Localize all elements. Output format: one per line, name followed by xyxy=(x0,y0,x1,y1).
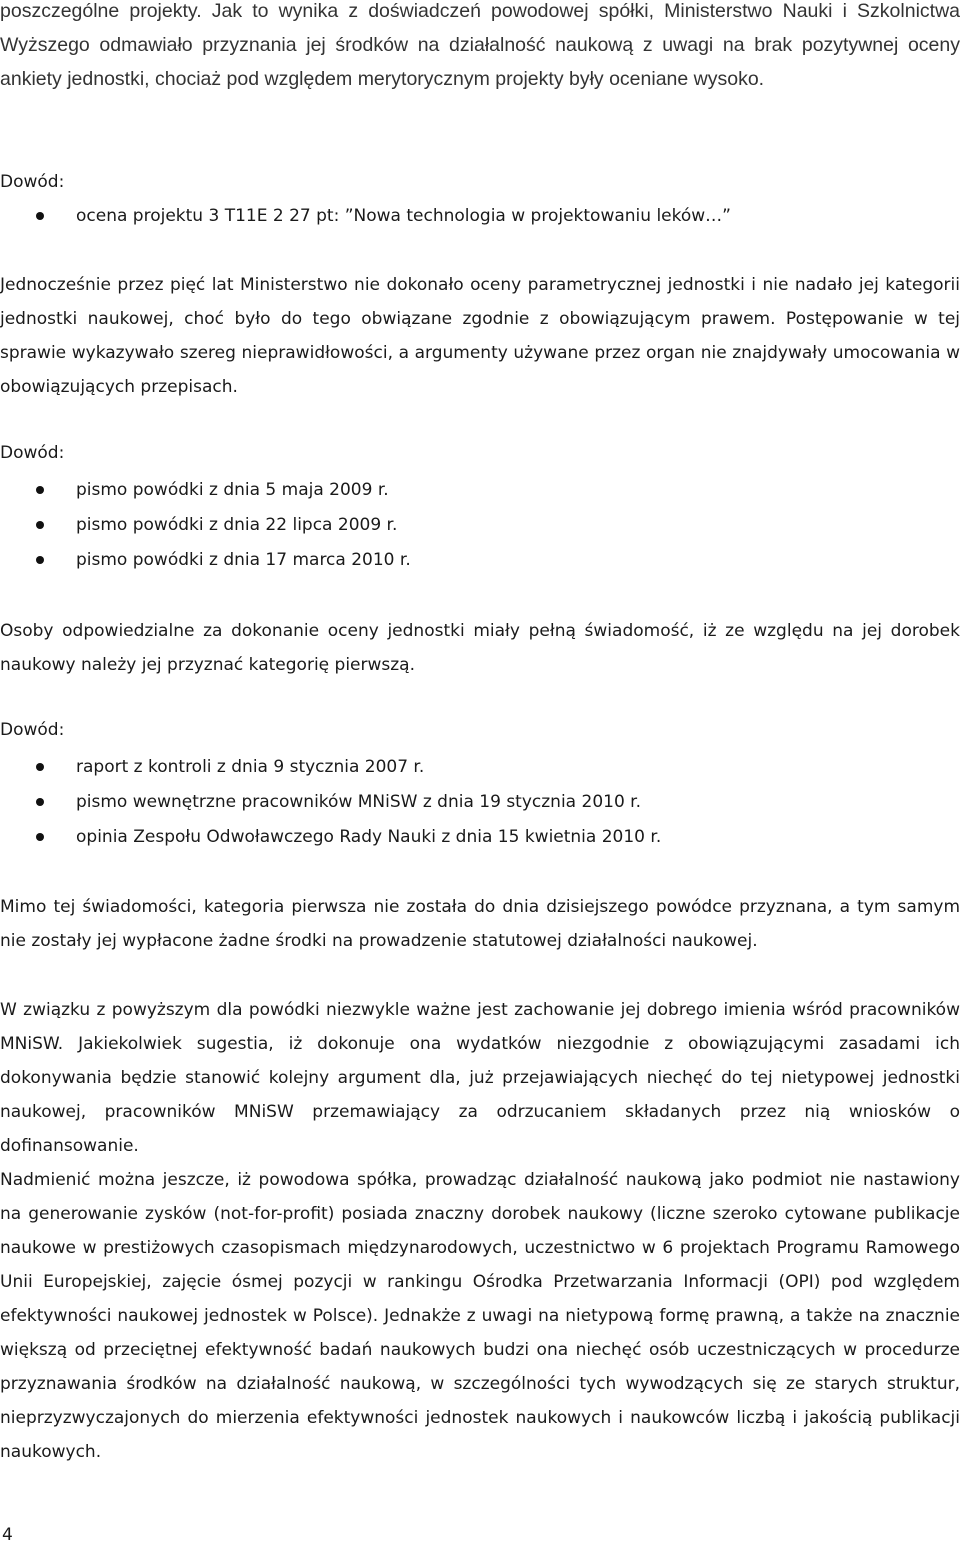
paragraph-3: Osoby odpowiedzialne za dokonanie oceny jednostki miały pełną świadomość, iż ze względu na jej dorobek naukowy należy jej przyznać kategorię pierwszą. xyxy=(0,621,960,675)
evidence-item: pismo powódki z dnia 17 marca 2010 r. xyxy=(0,543,411,578)
bullet-icon xyxy=(36,486,44,494)
paragraph-6: Nadmienić można jeszcze, iż powodowa spółka, prowadząc działalność naukową jako podmiot nie nastawiony na generowanie zysków (not-for-profit) posiada znaczny dorobek naukowy (liczne szeroko cytowane publikacje naukowe w prestiżowych czasopismach międzynarodowych, uczestnictwo w 6 projektach Programu Ramowego Unii Europejskiej, zajęcie ósmej pozycji w rankingu Ośrodka Przetwarzania Informacji (OPI) pod względem efektywności naukowej jednostek w Polsce). Jednakże z uwagi na nietypową formę prawną, a także na znacznie większą od przeciętnej efektywność badań naukowych budzi ona niechęć osób uczestniczących w procedurze przyznawania środków na działalność naukową, w szczególności tych wywodzących się ze starych struktur, nieprzyzwyczajonych do mierzenia efektywności jednostek naukowych i naukowców liczbą i jakością publikacji naukowych. xyxy=(0,1170,960,1462)
evidence-item: pismo powódki z dnia 22 lipca 2009 r. xyxy=(0,508,411,543)
bullet-icon xyxy=(36,798,44,806)
bullet-icon xyxy=(36,521,44,529)
bullet-icon xyxy=(36,556,44,564)
evidence-heading-2: Dowód: xyxy=(0,443,65,463)
evidence-item: pismo powódki z dnia 5 maja 2009 r. xyxy=(0,473,411,508)
evidence-heading-3: Dowód: xyxy=(0,720,65,740)
bullet-icon xyxy=(36,833,44,841)
evidence-item: raport z kontroli z dnia 9 stycznia 2007 r. xyxy=(0,750,661,785)
intro-paragraph: poszczególne projekty. Jak to wynika z doświadczeń powodowej spółki, Ministerstwo Nauki i Szkolnictwa Wyższego odmawiało przyznania jej środków na działalność naukową z uwagi na brak pozytywnej oceny ankiety jednostki, chociaż pod względem merytorycznym projekty były oceniane wysoko. xyxy=(0,0,960,90)
evidence-heading-1: Dowód: xyxy=(0,172,65,192)
evidence-list-3 xyxy=(0,750,661,855)
evidence-item: ocena projektu 3 T11E 2 27 pt: ”Nowa technologia w projektowaniu leków…” xyxy=(0,199,731,234)
evidence-list-2 xyxy=(0,473,411,578)
evidence-item: opinia Zespołu Odwoławczego Rady Nauki z dnia 15 kwietnia 2010 r. xyxy=(0,820,661,855)
paragraph-2: Jednocześnie przez pięć lat Ministerstwo nie dokonało oceny parametrycznej jednostki i nie nadało jej kategorii jednostki naukowej, choć było do tego obwiązane zgodnie z obowiązującym prawem. Postępowanie w tej sprawie wykazywało szereg nieprawidłowości, a argumenty używane przez organ nie znajdywały umocowania w obowiązujących przepisach. xyxy=(0,275,960,397)
paragraph-4: Mimo tej świadomości, kategoria pierwsza nie została do dnia dzisiejszego powódce przyznana, a tym samym nie zostały jej wypłacone żadne środki na prowadzenie statutowej działalności naukowej. xyxy=(0,897,960,951)
paragraph-5: W związku z powyższym dla powódki niezwykle ważne jest zachowanie jej dobrego imienia wśród pracowników MNiSW. Jakiekolwiek sugestia, iż dokonuje ona wydatków niezgodnie z obowiązującymi zasadami ich dokonywania będzie stanowić kolejny argument dla, już przejawiających niechęć do tej nietypowej jednostki naukowej, pracowników MNiSW przemawiający za odrzucaniem składanych przez nią wniosków o dofinansowanie. xyxy=(0,1000,960,1156)
bullet-icon xyxy=(36,763,44,771)
evidence-item: pismo wewnętrzne pracowników MNiSW z dnia 19 stycznia 2010 r. xyxy=(0,785,661,820)
page-number: 4 xyxy=(2,1525,13,1545)
bullet-icon xyxy=(36,212,44,220)
evidence-list-1 xyxy=(0,199,731,234)
